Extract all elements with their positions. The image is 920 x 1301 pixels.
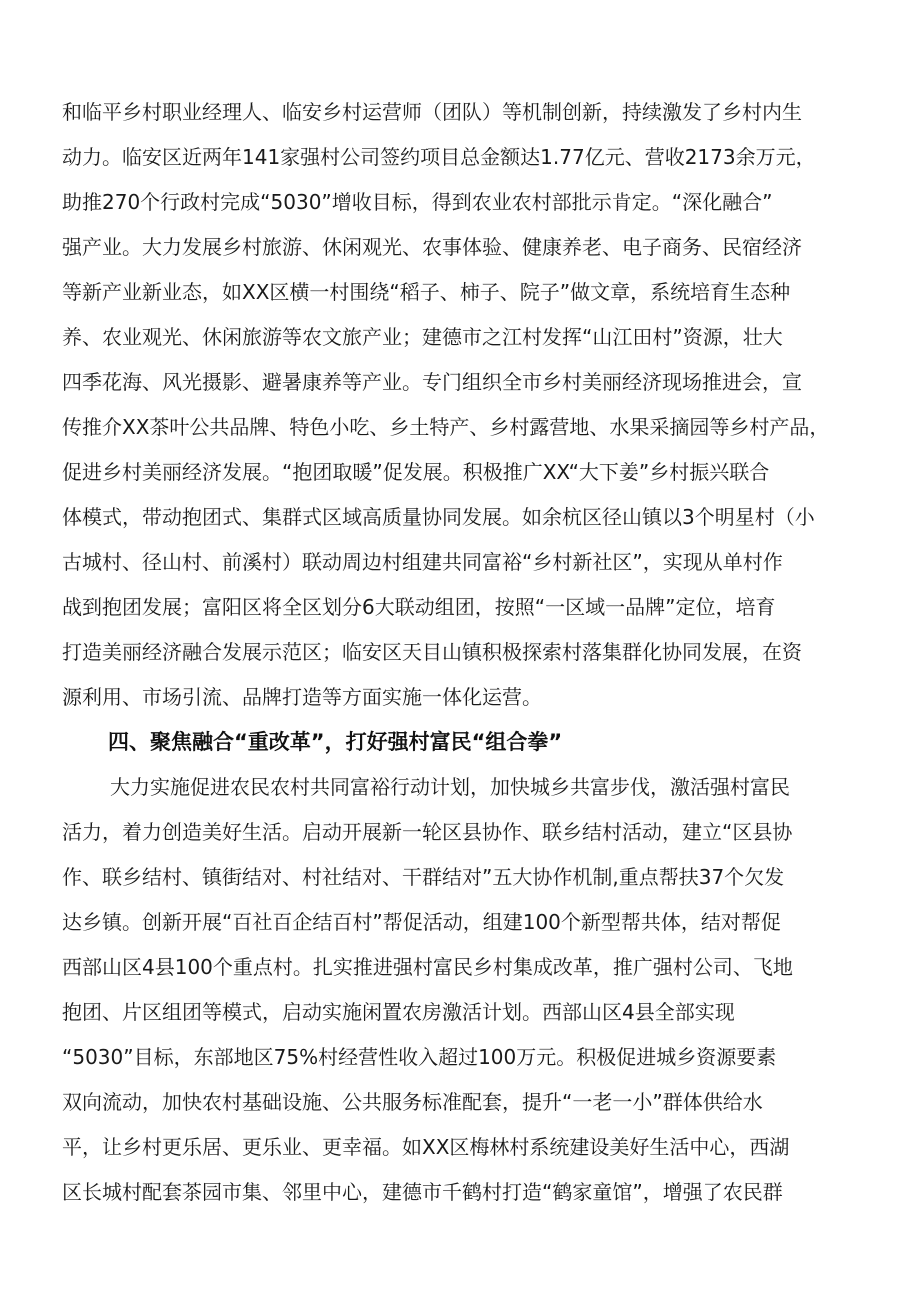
paragraph-line: 等新产业新业态，如XX区横一村围绕“稻子、柿子、院子”做文章，系统培育生态种 <box>62 280 791 304</box>
paragraph-line: 促进乡村美丽经济发展。“抱团取暖”促发展。积极推广XX“大下姜”乡村振兴联合 <box>62 460 770 484</box>
paragraph-line: 西部山区4县100个重点村。扎实推进强村富民乡村集成改革，推广强村公司、飞地 <box>62 955 793 979</box>
paragraph-line: 抱团、片区组团等模式，启动实施闲置农房激活计划。西部山区4县全部实现 <box>62 1000 735 1024</box>
paragraph-line: 传推介XX茶叶公共品牌、特色小吃、乡土特产、乡村露营地、水果采摘园等乡村产品， <box>62 415 830 439</box>
paragraph-line: 区长城村配套茶园市集、邻里中心，建德市千鹤村打造“鹤家童馆”，增强了农民群 <box>62 1180 783 1204</box>
paragraph-line: 达乡镇。创新开展“百社百企结百村”帮促活动，组建100个新型帮共体，结对帮促 <box>62 910 781 934</box>
paragraph-line: 体模式，带动抱团式、集群式区域高质量协同发展。如余杭区径山镇以3个明星村（小 <box>62 505 815 529</box>
paragraph-line: 活力，着力创造美好生活。启动开展新一轮区县协作、联乡结村活动，建立“区县协 <box>62 820 793 844</box>
paragraph-line: 大力实施促进农民农村共同富裕行动计划，加快城乡共富步伐，激活强村富民 <box>110 775 790 799</box>
paragraph-line: 动力。临安区近两年141家强村公司签约项目总金额达1.77亿元、营收2173余万元， <box>62 145 816 169</box>
paragraph-line: 平，让乡村更乐居、更乐业、更幸福。如XX区梅林村系统建设美好生活中心，西湖 <box>62 1135 790 1159</box>
paragraph-line: 打造美丽经济融合发展示范区；临安区天目山镇积极探索村落集群化协同发展，在资 <box>62 640 802 664</box>
paragraph-line: 和临平乡村职业经理人、临安乡村运营师（团队）等机制创新，持续激发了乡村内生 <box>62 100 802 124</box>
paragraph-line: 养、农业观光、休闲旅游等农文旅产业；建德市之江村发挥“山江田村”资源，壮大 <box>62 325 783 349</box>
paragraph-line: 古城村、径山村、前溪村）联动周边村组建共同富裕“乡村新社区”，实现从单村作 <box>62 550 783 574</box>
paragraph-line: 作、联乡结村、镇街结对、村社结对、干群结对”五大协作机制,重点帮扶37个欠发 <box>62 865 785 889</box>
paragraph-line: 强产业。大力发展乡村旅游、休闲观光、农事体验、健康养老、电子商务、民宿经济 <box>62 235 802 259</box>
section-heading: 四、聚焦融合“重改革”，打好强村富民“组合拳” <box>108 730 563 754</box>
paragraph-line: 战到抱团发展；富阳区将全区划分6大联动组团，按照“一区域一品牌”定位，培育 <box>62 595 776 619</box>
paragraph-line: 源利用、市场引流、品牌打造等方面实施一体化运营。 <box>62 685 542 709</box>
paragraph-line: 双向流动，加快农村基础设施、公共服务标准配套，提升“一老一小”群体供给水 <box>62 1090 763 1114</box>
paragraph-line: “5030”目标，东部地区75%村经营性收入超过100万元。积极促进城乡资源要素 <box>62 1045 777 1069</box>
paragraph-line: 助推270个行政村完成“5030”增收目标，得到农业农村部批示肯定。“深化融合” <box>62 190 773 214</box>
paragraph-line: 四季花海、风光摄影、避暑康养等产业。专门组织全市乡村美丽经济现场推进会，宣 <box>62 370 802 394</box>
